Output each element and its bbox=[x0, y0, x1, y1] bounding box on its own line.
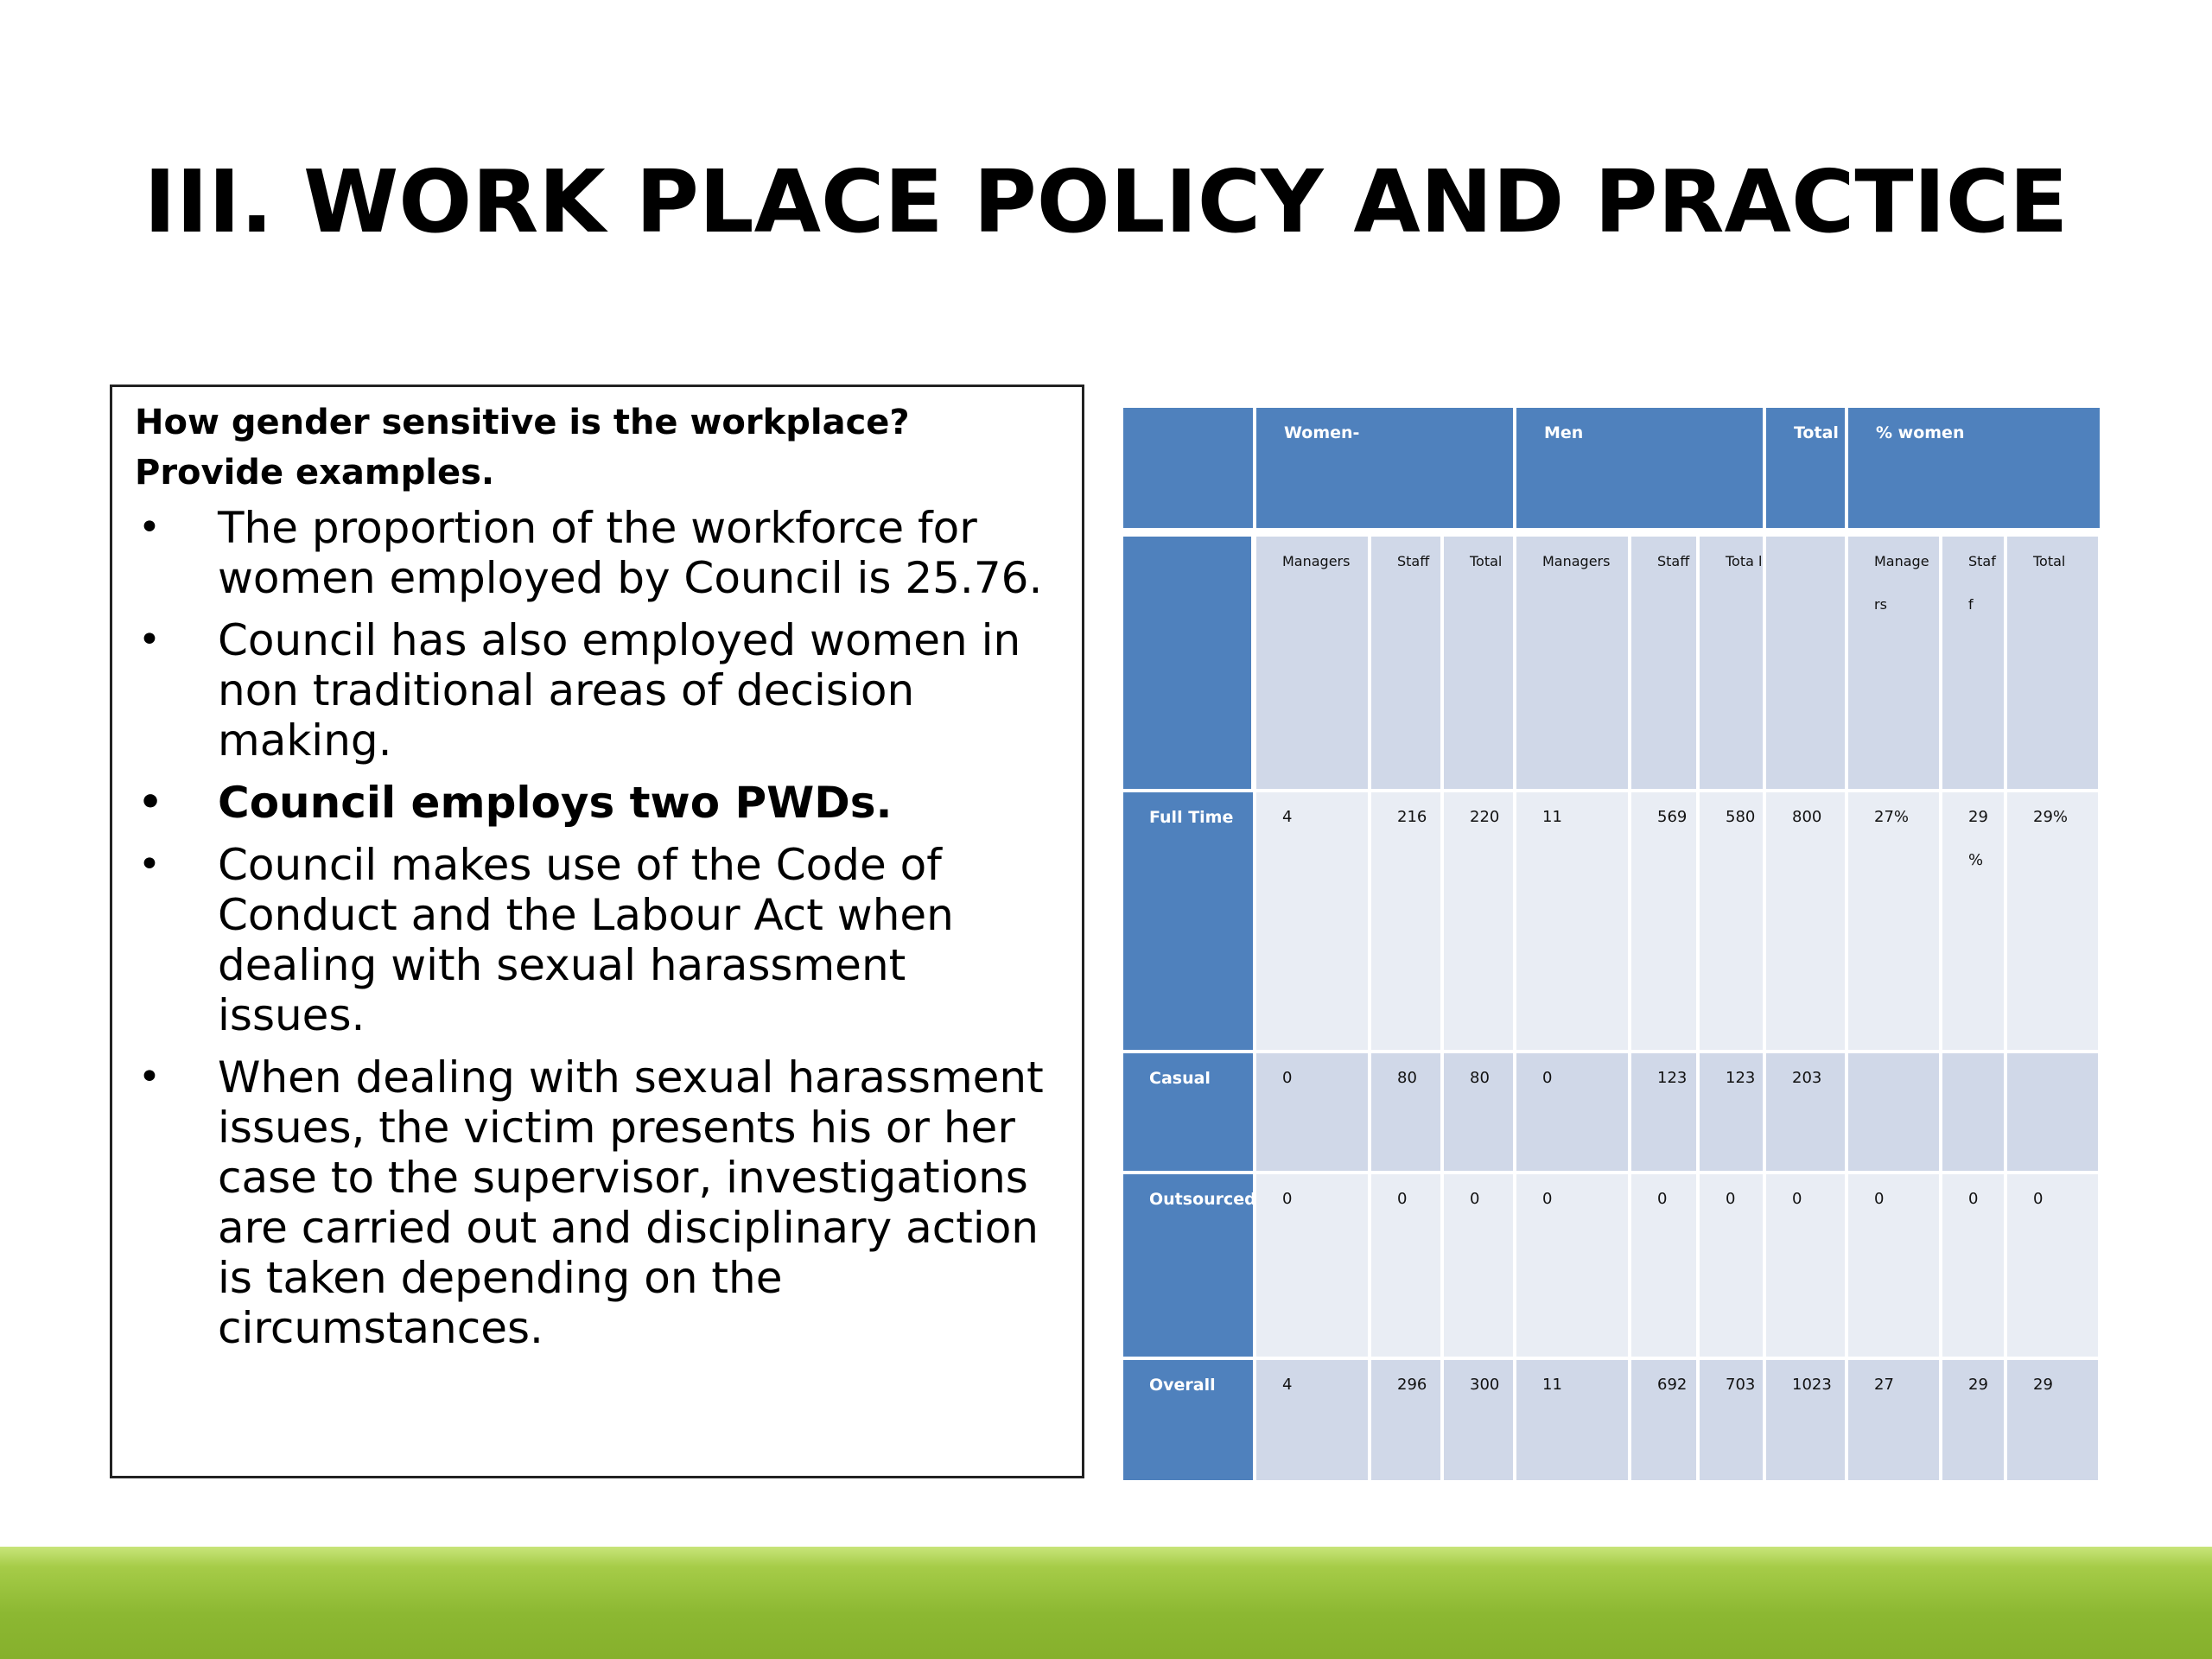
table-cell: 0 bbox=[2007, 1174, 2098, 1357]
table-cell: 220 bbox=[1444, 792, 1513, 1050]
table-cell bbox=[2007, 1053, 2098, 1171]
row-label: Overall bbox=[1123, 1360, 1253, 1480]
table-cell: 0 bbox=[1766, 1174, 1845, 1357]
bullet-dot-icon: • bbox=[138, 618, 161, 662]
table-cell: 27% bbox=[1848, 792, 1939, 1050]
sub-header-cell: Managers bbox=[1516, 537, 1628, 789]
group-header-cell: Total bbox=[1766, 408, 1845, 528]
table-cell: 123 bbox=[1631, 1053, 1696, 1171]
bullet-text: The proportion of the workforce for women employed by Council is 25.76. bbox=[218, 503, 1043, 603]
sub-header-cell: Managers bbox=[1256, 537, 1368, 789]
table-cell: 0 bbox=[1371, 1174, 1440, 1357]
table-cell: 11 bbox=[1516, 1360, 1628, 1480]
sub-header-cell: Staff bbox=[1631, 537, 1696, 789]
table-cell: 0 bbox=[1516, 1174, 1628, 1357]
bullet-item bbox=[135, 503, 1059, 603]
table-cell: 800 bbox=[1766, 792, 1845, 1050]
table-cell: 27 bbox=[1848, 1360, 1939, 1480]
sub-header-cell: Staff bbox=[1371, 537, 1440, 789]
table-cell bbox=[1942, 1053, 2004, 1171]
table-cell: 692 bbox=[1631, 1360, 1696, 1480]
sub-header-cell: Manage rs bbox=[1848, 537, 1939, 789]
table-cell: 300 bbox=[1444, 1360, 1513, 1480]
bullet-dot-icon: • bbox=[138, 505, 161, 550]
bullet-text: Council makes use of the Code of Conduct and the Labour Act when dealing with sexual harassment issues. bbox=[218, 840, 954, 1040]
bullet-text: Council employs two PWDs. bbox=[218, 778, 893, 828]
footer-bar bbox=[0, 1547, 2212, 1659]
table-cell: 11 bbox=[1516, 792, 1628, 1050]
table-cell: 0 bbox=[1256, 1053, 1368, 1171]
table-cell: 0 bbox=[1444, 1174, 1513, 1357]
table-cell: 203 bbox=[1766, 1053, 1845, 1171]
bullet-text: Council has also employed women in non traditional areas of decision making. bbox=[218, 615, 1021, 766]
table-cell: 569 bbox=[1631, 792, 1696, 1050]
group-header-cell: % women bbox=[1848, 408, 2100, 528]
text-box bbox=[110, 385, 1084, 1478]
bullet-dot-icon: • bbox=[138, 1055, 161, 1099]
table-cell: 0 bbox=[1700, 1174, 1763, 1357]
table-cell: 580 bbox=[1700, 792, 1763, 1050]
table-cell: 29 % bbox=[1942, 792, 2004, 1050]
sub-header-cell: Total bbox=[1444, 537, 1513, 789]
row-label: Casual bbox=[1123, 1053, 1253, 1171]
table-cell: 80 bbox=[1371, 1053, 1440, 1171]
table-cell: 1023 bbox=[1766, 1360, 1845, 1480]
table-cell: 0 bbox=[1516, 1053, 1628, 1171]
sub-header-cell: Total bbox=[2007, 537, 2098, 789]
table-cell: 29 bbox=[2007, 1360, 2098, 1480]
bullet-item bbox=[135, 778, 1059, 828]
bullet-dot-icon: • bbox=[138, 780, 163, 824]
bullet-dot-icon: • bbox=[138, 842, 161, 887]
sub-header-cell bbox=[1766, 537, 1845, 789]
row-label: Outsourced bbox=[1123, 1174, 1253, 1357]
table-cell: 29% bbox=[2007, 792, 2098, 1050]
table-cell: 4 bbox=[1256, 1360, 1368, 1480]
bullet-item bbox=[135, 615, 1059, 766]
table-cell: 216 bbox=[1371, 792, 1440, 1050]
question-line-1: How gender sensitive is the workplace? bbox=[135, 403, 910, 442]
row-label: Full Time bbox=[1123, 792, 1253, 1050]
workforce-table bbox=[1123, 408, 2100, 1482]
group-header-cell: Men bbox=[1516, 408, 1763, 528]
group-header-cell bbox=[1123, 408, 1253, 528]
bullet-list bbox=[135, 503, 1059, 1353]
table-cell: 0 bbox=[1631, 1174, 1696, 1357]
table-cell: 80 bbox=[1444, 1053, 1513, 1171]
slide-title: III. WORK PLACE POLICY AND PRACTICE bbox=[143, 151, 2069, 252]
sub-header-cell: Staf f bbox=[1942, 537, 2004, 789]
table-cell: 123 bbox=[1700, 1053, 1763, 1171]
table-cell: 0 bbox=[1848, 1174, 1939, 1357]
table-cell: 4 bbox=[1256, 792, 1368, 1050]
bullet-text: When dealing with sexual harassment issues, the victim presents his or her case to the supervisor, investigations are carried out and disciplinary action is taken depending on the circumstances. bbox=[218, 1052, 1044, 1353]
bullet-item bbox=[135, 1052, 1059, 1353]
table-cell: 296 bbox=[1371, 1360, 1440, 1480]
sub-header-cell: Tota l bbox=[1700, 537, 1763, 789]
question-line-2: Provide examples. bbox=[135, 453, 495, 493]
table-cell: 29 bbox=[1942, 1360, 2004, 1480]
table-cell: 0 bbox=[1942, 1174, 2004, 1357]
bullet-item bbox=[135, 840, 1059, 1040]
group-header-cell: Women- bbox=[1256, 408, 1513, 528]
sub-header-cell bbox=[1123, 537, 1251, 789]
table-cell: 703 bbox=[1700, 1360, 1763, 1480]
table-cell bbox=[1848, 1053, 1939, 1171]
table-cell: 0 bbox=[1256, 1174, 1368, 1357]
